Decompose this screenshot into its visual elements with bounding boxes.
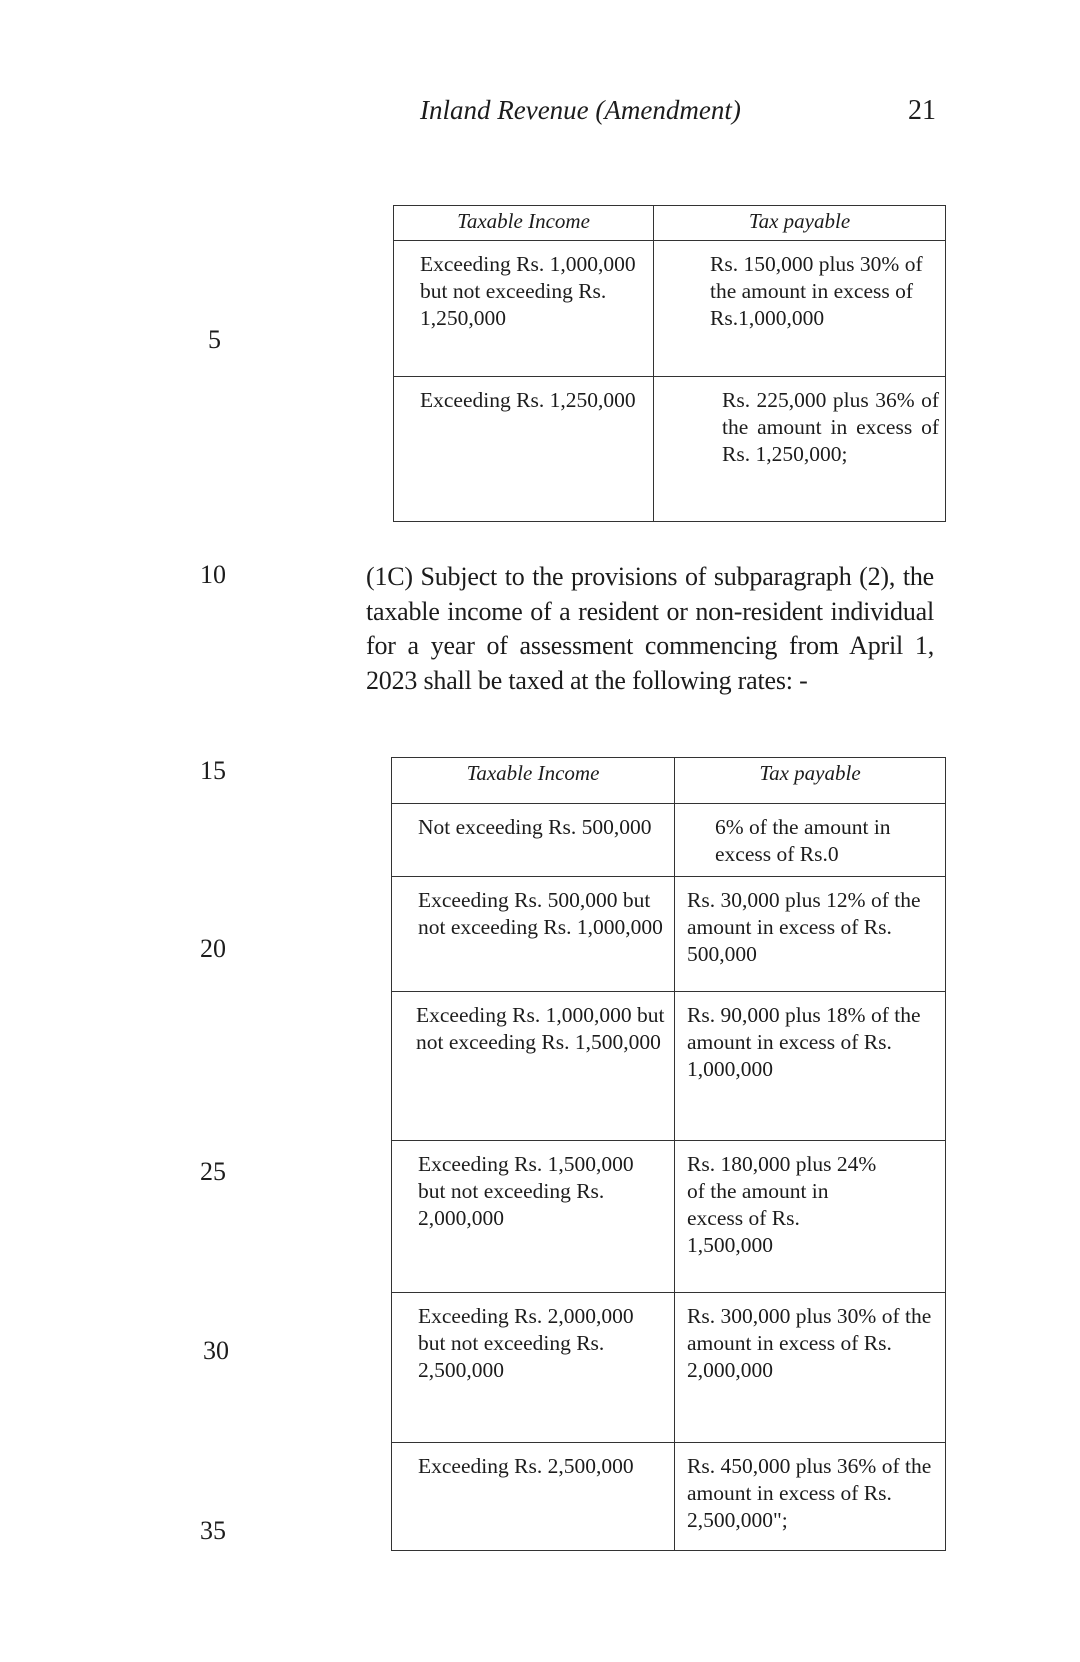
- table-row: [392, 804, 946, 877]
- line-number: 5: [208, 325, 221, 354]
- table-header-row: [392, 758, 946, 804]
- tax-payable-cell: Rs. 450,000 plus 36% of the amount in excess of Rs. 2,500,000";: [675, 1443, 946, 1551]
- taxable-income-cell: Exceeding Rs. 1,500,000 but not exceeding Rs. 2,000,000: [392, 1141, 675, 1293]
- tax-payable-cell: Rs. 30,000 plus 12% of the amount in excess of Rs. 500,000: [675, 877, 946, 992]
- table-header-row: [394, 206, 946, 241]
- line-number: 20: [200, 934, 226, 963]
- tax-table-1: [393, 205, 946, 522]
- taxable-income-cell: Not exceeding Rs. 500,000: [392, 804, 675, 877]
- tax-table-2: [391, 757, 946, 1551]
- line-number: 25: [200, 1157, 226, 1186]
- column-header-tax-payable: Tax payable: [654, 206, 946, 241]
- column-header-taxable-income: Taxable Income: [392, 758, 675, 804]
- tax-payable-cell: Rs. 180,000 plus 24% of the amount in excess of Rs. 1,500,000: [675, 1141, 946, 1293]
- table-row: [394, 377, 946, 522]
- tax-payable-cell: 6% of the amount in excess of Rs.0: [675, 804, 946, 877]
- taxable-income-cell: Exceeding Rs. 1,250,000: [394, 377, 654, 522]
- paragraph-1c: (1C) Subject to the provisions of subparagraph (2), the taxable income of a resident or non-resident individual for a year of assessment commencing from April 1, 2023 shall be taxed at the following rates: -: [366, 562, 934, 695]
- table-row: [392, 877, 946, 992]
- line-number: 35: [200, 1516, 226, 1545]
- tax-payable-cell: Rs. 90,000 plus 18% of the amount in excess of Rs. 1,000,000: [675, 992, 946, 1141]
- taxable-income-cell: Exceeding Rs. 2,500,000: [392, 1443, 675, 1551]
- running-title: Inland Revenue (Amendment): [420, 95, 741, 125]
- table-row: [392, 992, 946, 1141]
- line-number: 15: [200, 756, 226, 785]
- table-row: [392, 1141, 946, 1293]
- taxable-income-cell: Exceeding Rs. 2,000,000 but not exceeding Rs. 2,500,000: [392, 1293, 675, 1443]
- taxable-income-cell: Exceeding Rs. 1,000,000 but not exceeding Rs. 1,500,000: [392, 992, 675, 1141]
- column-header-taxable-income: Taxable Income: [394, 206, 654, 241]
- taxable-income-cell: Exceeding Rs. 1,000,000 but not exceeding Rs. 1,250,000: [394, 241, 654, 377]
- table-row: [394, 241, 946, 377]
- tax-payable-cell: Rs. 300,000 plus 30% of the amount in excess of Rs. 2,000,000: [675, 1293, 946, 1443]
- taxable-income-cell: Exceeding Rs. 500,000 but not exceeding Rs. 1,000,000: [392, 877, 675, 992]
- table-row: [392, 1443, 946, 1551]
- tax-payable-cell: Rs. 225,000 plus 36% of the amount in excess of Rs. 1,250,000;: [654, 377, 946, 522]
- column-header-tax-payable: Tax payable: [675, 758, 946, 804]
- table-row: [392, 1293, 946, 1443]
- page-number: 21: [908, 95, 936, 126]
- tax-payable-cell: Rs. 150,000 plus 30% of the amount in excess of Rs.1,000,000: [654, 241, 946, 377]
- line-number: 10: [200, 560, 226, 589]
- line-number: 30: [203, 1336, 229, 1365]
